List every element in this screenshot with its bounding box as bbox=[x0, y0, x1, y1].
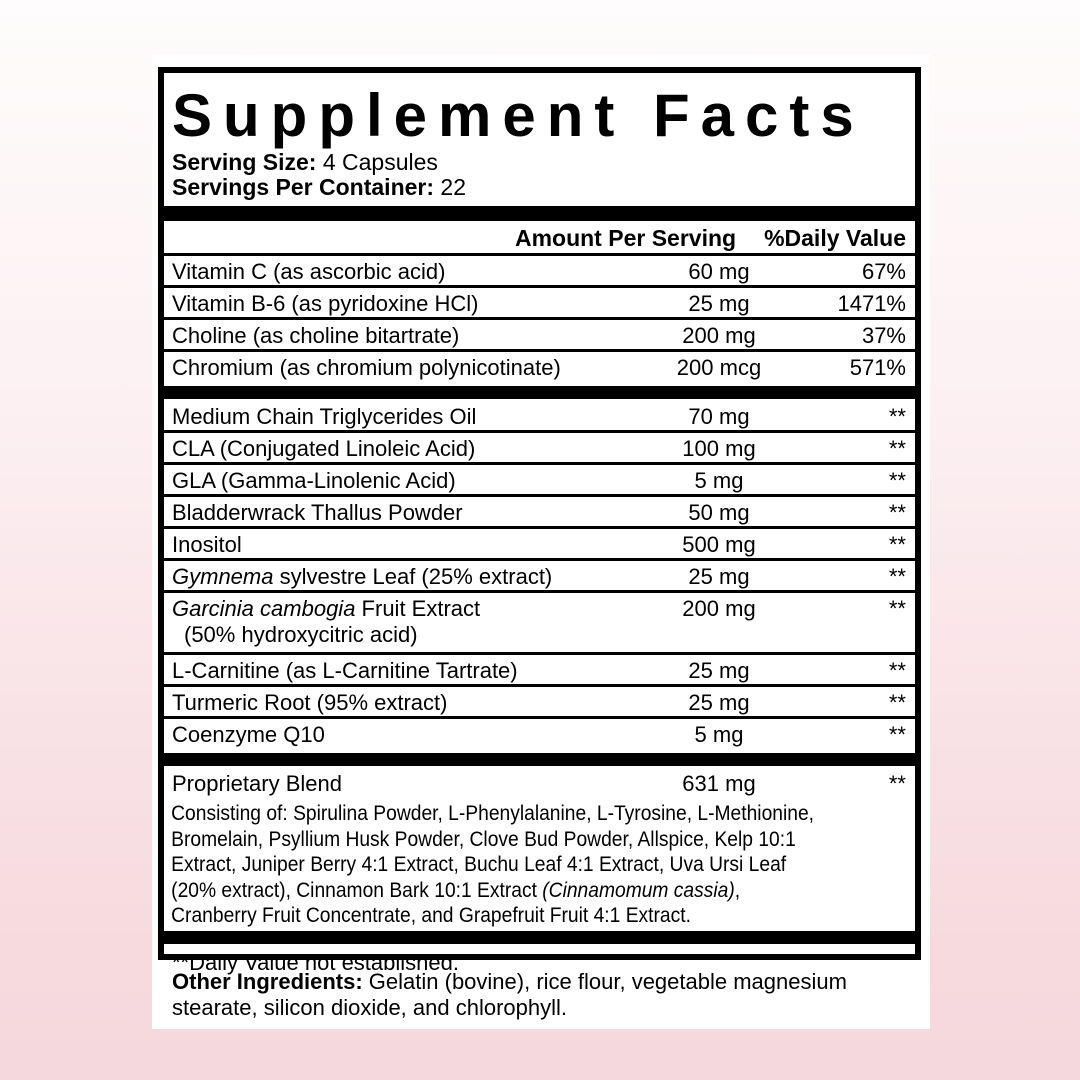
amount-per-serving: 100 mg bbox=[682, 436, 756, 461]
ingredient-name: Chromium (as chromium polynicotinate) bbox=[172, 355, 561, 380]
daily-value: ** bbox=[888, 404, 906, 429]
daily-value: ** bbox=[888, 500, 906, 525]
daily-value: ** bbox=[888, 596, 906, 621]
ingredient-name-line2: (50% hydroxycitric acid) bbox=[184, 622, 418, 647]
amount-per-serving: 25 mg bbox=[688, 658, 750, 683]
ingredient-name: Choline (as choline bitartrate) bbox=[172, 323, 460, 348]
daily-value: ** bbox=[888, 436, 906, 461]
table-row bbox=[164, 288, 915, 320]
daily-value: ** bbox=[888, 564, 906, 589]
daily-value: 571% bbox=[849, 355, 906, 380]
daily-value: ** bbox=[888, 468, 906, 493]
amount-per-serving: 5 mg bbox=[694, 722, 744, 747]
amount-per-serving: 200 mg bbox=[682, 596, 756, 621]
table-row bbox=[164, 465, 915, 497]
ingredient-name: CLA (Conjugated Linoleic Acid) bbox=[172, 436, 476, 461]
blend-description-line: Bromelain, Psyllium Husk Powder, Clove Bud Powder, Allspice, Kelp 10:1 bbox=[171, 826, 796, 851]
amount-per-serving: 25 mg bbox=[688, 690, 750, 715]
table-row bbox=[164, 561, 915, 593]
divider-bar bbox=[164, 386, 915, 399]
daily-value: ** bbox=[888, 771, 906, 796]
daily-value: ** bbox=[888, 658, 906, 683]
amount-per-serving: 60 mg bbox=[688, 259, 750, 284]
amount-per-serving: 5 mg bbox=[694, 468, 744, 493]
divider-bar bbox=[164, 753, 915, 766]
proprietary-blend-description bbox=[164, 801, 912, 929]
ingredient-name: Coenzyme Q10 bbox=[172, 722, 325, 747]
ingredient-name: Turmeric Root (95% extract) bbox=[172, 690, 448, 715]
ingredient-name: L-Carnitine (as L-Carnitine Tartrate) bbox=[172, 658, 518, 683]
table-row bbox=[164, 655, 915, 687]
table-row bbox=[164, 719, 915, 751]
label-panel bbox=[152, 54, 930, 1029]
table-row bbox=[164, 256, 915, 288]
blend-description-line: Consisting of: Spirulina Powder, L-Phenylalanine, L-Tyrosine, L-Methionine, bbox=[171, 801, 815, 825]
other-ingredients-label: Other Ingredients: bbox=[172, 969, 363, 994]
blend-description-line: Cranberry Fruit Concentrate, and Grapefruit Fruit 4:1 Extract. bbox=[171, 903, 691, 927]
servings-per-container-label: Servings Per Container: bbox=[172, 174, 435, 200]
table-row bbox=[164, 401, 915, 433]
daily-value-header: %Daily Value bbox=[764, 225, 906, 251]
ingredient-name: Vitamin C (as ascorbic acid) bbox=[172, 259, 446, 284]
ingredient-name: Vitamin B-6 (as pyridoxine HCl) bbox=[172, 291, 479, 316]
serving-size-value: 4 Capsules bbox=[322, 149, 438, 175]
table-row bbox=[164, 497, 915, 529]
ingredient-name: Inositol bbox=[172, 532, 242, 557]
divider-bar bbox=[164, 931, 915, 944]
ingredient-name: Garcinia cambogia Fruit Extract (50% hydroxycitric acid) bbox=[172, 596, 644, 648]
table-row bbox=[164, 352, 915, 384]
daily-value-footnote: **Daily Value not established. bbox=[172, 949, 459, 975]
table-row bbox=[164, 529, 915, 561]
amount-per-serving: 200 mcg bbox=[676, 355, 762, 380]
servings-per-container-value: 22 bbox=[440, 174, 467, 200]
amount-per-serving: 200 mg bbox=[682, 323, 756, 348]
divider-bar bbox=[164, 206, 915, 221]
amount-per-serving: 50 mg bbox=[688, 500, 750, 525]
ingredient-name: Bladderwrack Thallus Powder bbox=[172, 500, 463, 525]
ingredient-name: Medium Chain Triglycerides Oil bbox=[172, 404, 477, 429]
supplement-facts-box bbox=[158, 67, 921, 975]
serving-size-line bbox=[164, 150, 915, 175]
amount-per-serving: 631 mg bbox=[682, 771, 756, 796]
table-row bbox=[164, 593, 915, 655]
table-row bbox=[164, 433, 915, 465]
amount-per-serving: 500 mg bbox=[682, 532, 756, 557]
ingredient-name: Proprietary Blend bbox=[172, 771, 342, 796]
supplement-facts-title: Supplement Facts bbox=[172, 82, 865, 149]
daily-value: 37% bbox=[861, 323, 906, 348]
column-header-row bbox=[164, 223, 915, 253]
amount-per-serving: 25 mg bbox=[688, 564, 750, 589]
table-row bbox=[164, 320, 915, 352]
daily-value: ** bbox=[888, 532, 906, 557]
other-ingredients bbox=[172, 969, 922, 1021]
other-ingredients-text: Gelatin (bovine), rice flour, vegetable magnesium stearate, silicon dioxide, and chlorophyll. bbox=[172, 969, 847, 1020]
table-row bbox=[164, 768, 915, 800]
amount-per-serving-header: Amount Per Serving bbox=[514, 225, 737, 251]
amount-per-serving: 70 mg bbox=[688, 404, 750, 429]
amount-per-serving: 25 mg bbox=[688, 291, 750, 316]
servings-per-container-line bbox=[164, 175, 915, 200]
daily-value: ** bbox=[888, 690, 906, 715]
table-row bbox=[164, 687, 915, 719]
blend-description-line: Extract, Juniper Berry 4:1 Extract, Buchu Leaf 4:1 Extract, Uva Ursi Leaf bbox=[171, 852, 787, 876]
daily-value: 67% bbox=[861, 259, 906, 284]
serving-size-label: Serving Size: bbox=[172, 149, 317, 175]
blend-description-line: (20% extract), Cinnamon Bark 10:1 Extract (Cinnamomum cassia), bbox=[171, 877, 741, 902]
ingredient-name: Gymnema sylvestre Leaf (25% extract) bbox=[172, 564, 553, 589]
daily-value: ** bbox=[888, 722, 906, 747]
daily-value: 1471% bbox=[837, 291, 906, 316]
ingredient-table bbox=[164, 256, 915, 800]
ingredient-name: GLA (Gamma-Linolenic Acid) bbox=[172, 468, 456, 493]
